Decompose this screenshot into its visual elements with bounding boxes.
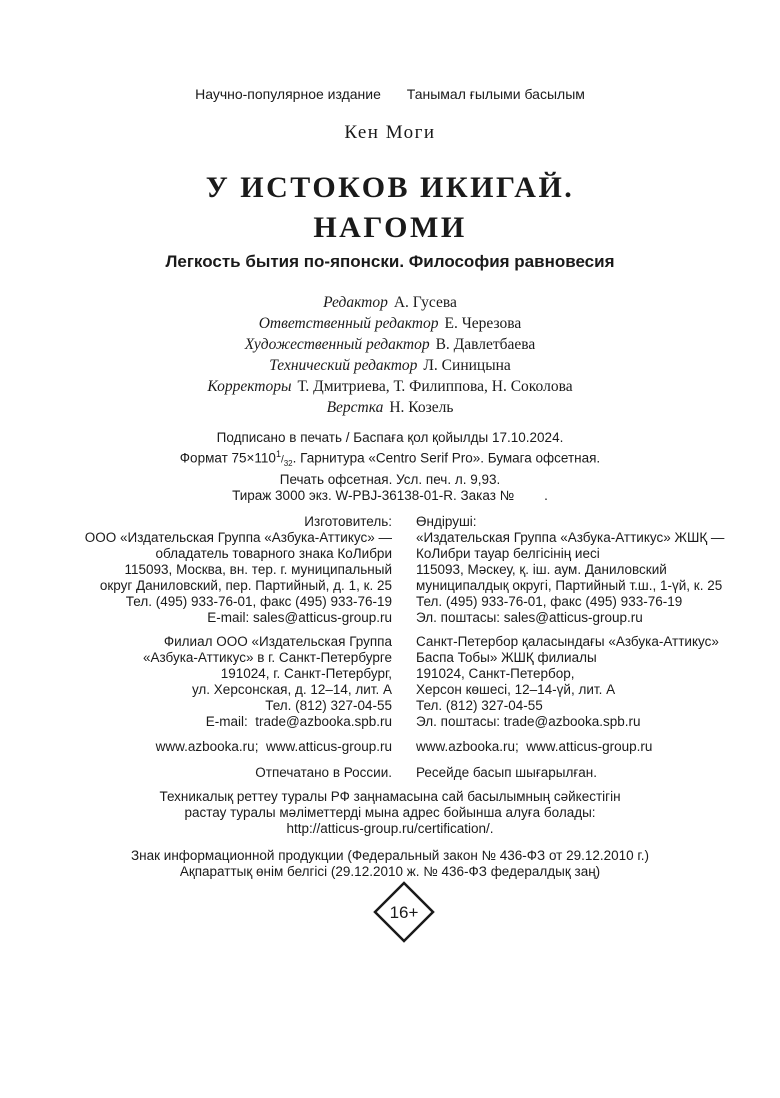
branch-kz-line: Баспа Тобы» ЖШҚ филиалы	[416, 650, 597, 665]
credit-row	[0, 313, 780, 334]
certification-url: http://atticus-group.ru/certification/.	[286, 821, 494, 836]
info-mark-line-2: Ақпараттық өнім белгісі (29.12.2010 ж. № 436-ФЗ федералдық заң)	[179, 864, 601, 879]
print-line-3: Печать офсетная. Усл. печ. л. 9,93.	[279, 472, 501, 488]
branch-ru-line: E-mail: trade@azbooka.spb.ru	[205, 714, 392, 729]
manufacturer-kz-heading: Өндіруші:	[416, 514, 477, 529]
credit-name: В. Давлетбаева	[435, 336, 536, 353]
manufacturer-kz-line: 115093, Мәскеу, қ. іш. аум. Даниловский	[416, 562, 667, 577]
websites-ru: www.azbooka.ru; www.atticus-group.ru	[155, 739, 392, 754]
manufacturer-kz	[416, 514, 736, 626]
credit-role: Корректоры	[207, 378, 292, 395]
manufacturer-kz-line: Тел. (495) 933-76-01, факс (495) 933-76-19	[416, 594, 683, 609]
age-rating-text: 16+	[389, 903, 419, 922]
branch-ru-line: Тел. (812) 327-04-55	[265, 698, 392, 713]
branch-kz-line: Тел. (812) 327-04-55	[416, 698, 543, 713]
branch-ru-line: 191024, г. Санкт-Петербург,	[220, 666, 392, 681]
book-author: Кен Моги	[344, 122, 436, 143]
print-info	[0, 430, 780, 504]
manufacturer-ru-line: 115093, Москва, вн. тер. г. муниципальный	[124, 562, 392, 577]
manufacturer-kz-line: «Издательская Группа «Азбука-Аттикус» ЖШҚ —	[416, 530, 725, 545]
manufacturer-ru-line: ООО «Издательская Группа «Азбука-Аттикус» —	[84, 530, 392, 545]
branch-kz-line: Санкт-Петербор қаласындағы «Азбука-Аттикус»	[416, 634, 719, 649]
manufacturer-ru-line: округ Даниловский, пер. Партийный, д. 1, к. 25	[99, 578, 392, 593]
certification-line-1: Техникалық реттеу туралы РФ заңнамасына сай басылымның сәйкестігін	[159, 789, 621, 804]
title-line-1: У ИСТОКОВ ИКИГАЙ.	[205, 171, 575, 204]
format-typeface-text: . Гарнитура «Centro Serif Pro». Бумага офсетная.	[292, 450, 601, 466]
branch-ru-line: ул. Херсонская, д. 12–14, лит. А	[191, 682, 392, 697]
branch-kz-line: 191024, Санкт-Петербор,	[416, 666, 575, 681]
edition-ru: Научно-популярное издание	[195, 86, 381, 102]
credit-row	[0, 376, 780, 397]
title-line-2: НАГОМИ	[313, 211, 467, 244]
manufacturer-ru-line: Тел. (495) 933-76-01, факс (495) 933-76-19	[125, 594, 392, 609]
branch-ru-line: «Азбука-Аттикус» в г. Санкт-Петербурге	[142, 650, 392, 665]
credit-row	[0, 334, 780, 355]
credit-role: Верстка	[326, 399, 384, 416]
print-line-1: Подписано в печать / Баспаға қол қойылды 17.10.2024.	[216, 430, 564, 445]
credit-role: Ответственный редактор	[258, 315, 439, 332]
credit-name: А. Гусева	[393, 294, 457, 311]
book-subtitle: Легкость бытия по-японски. Философия равновесия	[165, 252, 615, 271]
branch-kz-line: Херсон көшесі, 12–14-үй, лит. А	[416, 682, 616, 697]
print-line-2: Формат $75\times 110^1/_{32}$. Гарнитура «Centro Serif Pro». Бумага офсетная.	[179, 449, 601, 469]
websites-kz: www.azbooka.ru; www.atticus-group.ru	[416, 739, 653, 754]
format-fraction-denominator: 32	[283, 459, 293, 469]
credit-name: Н. Козель	[389, 399, 454, 416]
manufacturer-ru	[72, 514, 392, 626]
credit-role: Художественный редактор	[244, 336, 430, 353]
printed-in-ru: Отпечатано в России.	[255, 765, 392, 780]
age-rating-badge	[372, 880, 436, 944]
credit-row	[0, 397, 780, 418]
manufacturer-ru-line: обладатель товарного знака КоЛибри	[155, 546, 392, 561]
manufacturer-ru-heading: Изготовитель:	[304, 514, 392, 529]
credit-name: Л. Синицына	[423, 357, 511, 374]
certification-line-2: растау туралы мәліметтерді мына адрес бойынша алуға болады:	[184, 805, 596, 820]
info-mark	[0, 848, 780, 880]
branch-kz-line: Эл. поштасы: trade@azbooka.spb.ru	[416, 714, 641, 729]
book-title	[0, 168, 780, 248]
print-line-4: Тираж 3000 экз. W-PBJ-36138-01-R. Заказ № .	[232, 488, 548, 504]
manufacturer-ru-line: E-mail: sales@atticus-group.ru	[207, 610, 392, 625]
credit-row	[0, 292, 780, 313]
credit-row	[0, 355, 780, 376]
edition-line	[0, 86, 780, 102]
branch-kz	[416, 634, 736, 730]
credits-list	[0, 292, 780, 418]
format-text: Формат 75×110	[179, 450, 276, 466]
credit-role: Редактор	[323, 294, 388, 311]
branch-ru-line: Филиал ООО «Издательская Группа	[163, 634, 392, 649]
format-fraction-numerator: 1	[275, 449, 281, 459]
branch-ru	[72, 634, 392, 730]
printed-in-kz: Ресейде басып шығарылған.	[416, 765, 597, 780]
certification-info	[0, 789, 780, 837]
manufacturer-kz-line: Эл. поштасы: sales@atticus-group.ru	[416, 610, 643, 625]
info-mark-line-1: Знак информационной продукции (Федеральный закон № 436-ФЗ от 29.12.2010 г.)	[131, 848, 649, 863]
credit-name: Е. Черезова	[444, 315, 522, 332]
credit-name: Т. Дмитриева, Т. Филиппова, Н. Соколова	[297, 378, 573, 395]
manufacturer-kz-line: муниципалдық округі, Партийный т.ш., 1-үй, к. 25	[416, 578, 723, 593]
manufacturer-kz-line: КоЛибри тауар белгісінің иесі	[416, 546, 600, 561]
edition-kz: Танымал ғылыми басылым	[406, 86, 585, 102]
credit-role: Технический редактор	[269, 357, 418, 374]
age-rating-diamond-icon	[372, 880, 436, 944]
